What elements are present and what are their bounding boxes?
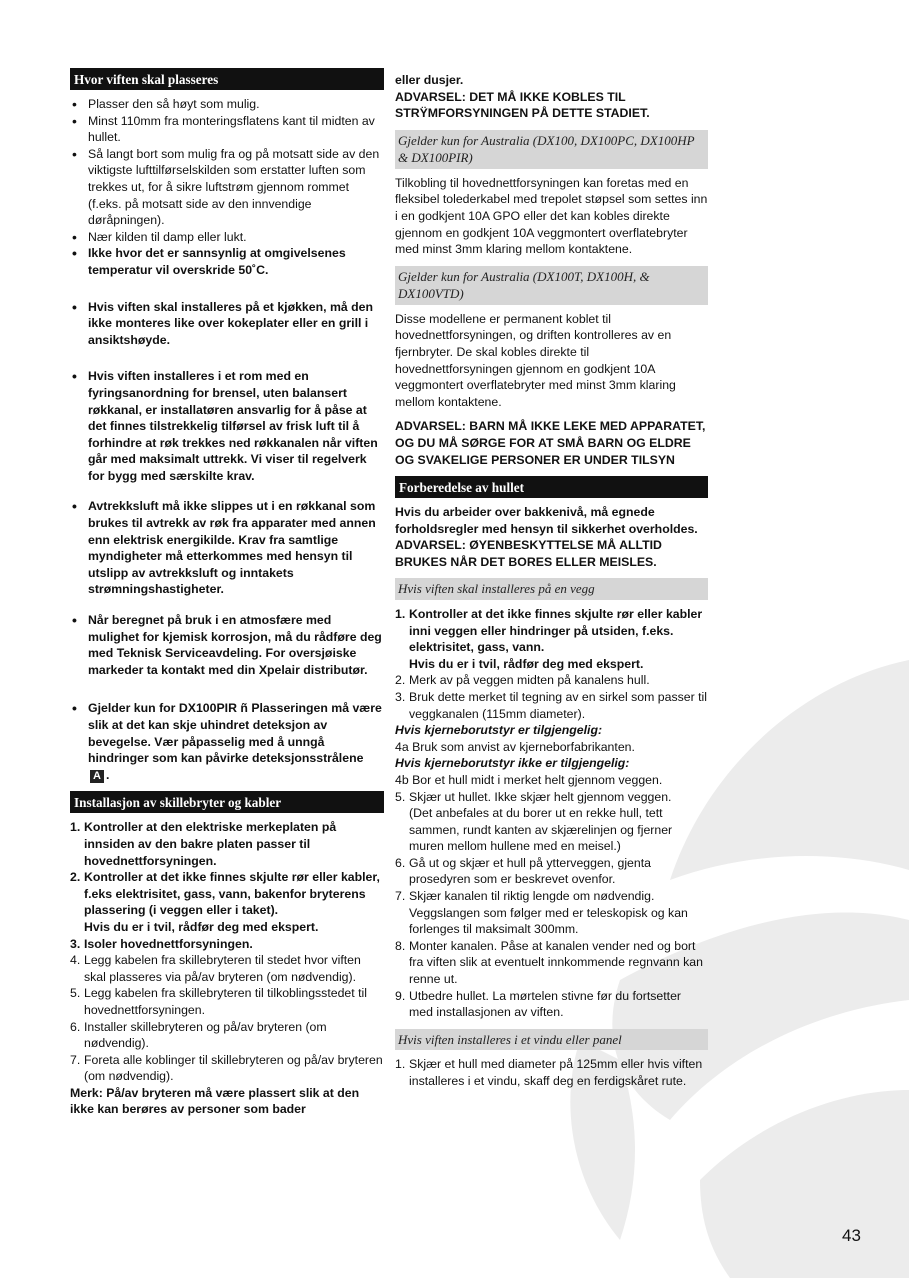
step-text: Legg kabelen fra skillebryteren til stedet hvor viften skal plasseres via på/av bryteren (om nødvendig). bbox=[84, 953, 361, 984]
step-text: Bruk dette merket til tegning av en sirkel som passer til veggkanalen (115mm diameter). bbox=[409, 689, 707, 721]
prep-warning: ADVARSEL: ØYENBESKYTTELSE MÅ ALLTID BRUKES NÅR DET BORES ELLER MEISLES. bbox=[395, 538, 662, 569]
page-number: 43 bbox=[842, 1226, 861, 1245]
step-4a: 4a Bruk som anvist av kjerneborfabrikanten. bbox=[395, 739, 635, 754]
install-steps bbox=[70, 819, 384, 1085]
window-steps bbox=[395, 1056, 708, 1089]
list-item: • Avtrekksluft må ikke slippes ut i en røkkanal som brukes til avtrekk av røk fra apparater med annen enn elektrisk energikilde. Krav fra samtlige myndigheter må etterkommes med hensyn til utslipp av avtrekksluft og inntakets strømningshastigheter. bbox=[70, 498, 384, 598]
step-number: 9. bbox=[395, 988, 406, 1003]
list-item bbox=[395, 938, 708, 988]
step-number: 4. bbox=[70, 953, 81, 968]
step-text: Utbedre hullet. La mørtelen stivne før du fortsetter med installasjonen av viften. bbox=[409, 988, 682, 1020]
step-number: 1. bbox=[395, 1057, 406, 1072]
list-item bbox=[70, 819, 384, 869]
dx100pir-text: Gjelder kun for DX100PIR ñ Plasseringen må være slik at det kan skje uhindret deteksjon av bevegelse. Vær påpasselig med å unngå hindringer som kan påvirke deteksjonsstrålene bbox=[88, 701, 382, 766]
list-item bbox=[395, 672, 708, 689]
step-text: Kontroller at det ikke finnes skjulte rør eller kabler inni veggen eller hindringer på utsiden, f.eks. elektrisitet, gass, vann. bbox=[409, 606, 703, 655]
right-column bbox=[395, 72, 708, 1090]
step-number: 1. bbox=[395, 606, 406, 621]
step-number: 5. bbox=[395, 789, 406, 804]
section-header-prep: Forberedelse av hullet bbox=[395, 476, 708, 498]
list-item bbox=[395, 988, 708, 1021]
wall-steps-cont bbox=[395, 789, 708, 1021]
install-note: Merk: På/av bryteren må være plassert slik at den ikke kan berøres av personer som bader bbox=[70, 1085, 360, 1117]
continued-text: eller dusjer. bbox=[395, 73, 464, 87]
warning-children: ADVARSEL: BARN MÅ IKKE LEKE MED APPARATET, OG DU MÅ SØRGE FOR AT SMÅ BARN OG ELDRE OG SVAKELIGE PERSONER ER UNDER TILSYN bbox=[395, 419, 706, 467]
list-item bbox=[70, 1019, 384, 1052]
list-item: • Nær kilden til damp eller lukt. bbox=[70, 229, 384, 246]
list-item: • Hvis viften installeres i et rom med en fyringsanordning for brensel, uten balansert røkkanal, er installatøren ansvarlig for å påse at det finnes tilstrekkelig tilførsel av frisk luft til å forhindre at røk trekkes ned røkkanalen når viften går med maksimalt uttrekk. Vi viser til regelverk for bygg med særskilte krav. bbox=[70, 368, 384, 484]
australia-2-text: Disse modellene er permanent koblet til hovednettforsyningen, og driften kontrolleres av en fjernbryter. De skal kobles direkte til hovednettforsyningen gjennom en godkjent 10A veggmontert overflatebryter med minst 3mm klaring mellom kontaktene. bbox=[395, 311, 676, 409]
list-item bbox=[395, 606, 708, 672]
step-text: Foreta alle koblinger til skillebryteren og på/av bryteren (om nødvendig). bbox=[84, 1052, 383, 1084]
list-item bbox=[70, 1052, 384, 1085]
list-item bbox=[395, 888, 708, 938]
dx100pir-end: . bbox=[105, 767, 110, 782]
step-text: Skjær et hull med diameter på 125mm eller hvis viften installeres i et vindu, skaff deg en ferdigskåret rute. bbox=[409, 1057, 703, 1088]
subheader-australia-2: Gjelder kun for Australia (DX100T, DX100H, & DX100VTD) bbox=[395, 266, 708, 305]
australia-1-text: Tilkobling til hovednettforsyningen kan foretas med en fleksibel tolederkabel med trepolet støpsel som settes inn i en godkjent 10A GPO eller det kan kobles direkte gjennom en godkjent 10A veggmontert overflatebryter med minst 3mm klaring mellom kontaktene. bbox=[395, 175, 708, 257]
step-number: 7. bbox=[70, 1052, 81, 1067]
list-item bbox=[395, 1056, 708, 1089]
step-text: Kontroller at det ikke finnes skjulte rør eller kabler, f.eks elektrisitet, gass, vann, bakenfor bryterens plassering (i veggen eller i taket). bbox=[84, 870, 380, 918]
step-number: 7. bbox=[395, 889, 406, 904]
step-number: 1. bbox=[70, 820, 81, 835]
subheader-wall: Hvis viften skal installeres på en vegg bbox=[395, 578, 708, 600]
section-header-placement: Hvor viften skal plasseres bbox=[70, 68, 384, 90]
diagram-ref-box: A bbox=[90, 770, 104, 783]
step-number: 6. bbox=[70, 1019, 81, 1034]
core-drill-available: Hvis kjerneborutstyr er tilgjengelig: bbox=[395, 723, 603, 738]
step-number: 3. bbox=[70, 936, 81, 951]
step-number: 8. bbox=[395, 938, 406, 953]
list-item: • Når beregnet på bruk i en atmosfære med mulighet for kjemisk korrosjon, må du rådføre deg med Teknisk Serviceavdeling. For oversjøiske markeder ta kontakt med din Xpelair distributør. bbox=[70, 612, 384, 678]
step-text: Isoler hovednettforsyningen. bbox=[84, 936, 253, 951]
step-text: Hvis du er i tvil, rådfør deg med ekspert. bbox=[84, 919, 319, 934]
list-item bbox=[70, 869, 384, 935]
list-item bbox=[395, 789, 708, 855]
list-item bbox=[70, 952, 384, 985]
list-item-dx100pir bbox=[70, 700, 384, 783]
step-text: Monter kanalen. Påse at kanalen vender ned og bort fra viften slik at eventuelt innkommende regnvann kan renne ut. bbox=[409, 938, 703, 987]
step-text: Merk av på veggen midten på kanalens hull. bbox=[409, 673, 650, 688]
step-text: Kontroller at den elektriske merkeplaten på innsiden av den bakre platen passer til hovednettforsyningen. bbox=[84, 820, 337, 868]
step-number: 2. bbox=[395, 673, 406, 688]
step-text: Installer skillebryteren og på/av bryteren (om nødvendig). bbox=[84, 1019, 327, 1051]
step-number: 6. bbox=[395, 855, 406, 870]
list-item bbox=[395, 689, 708, 722]
prep-text: Hvis du arbeider over bakkenivå, må egnede forholdsregler med hensyn til sikkerhet overholdes. bbox=[395, 505, 698, 536]
core-drill-unavailable: Hvis kjerneborutstyr ikke er tilgjengelig: bbox=[395, 756, 630, 771]
list-item bbox=[70, 985, 384, 1018]
step-text: Skjær kanalen til riktig lengde om nødvendig. Veggslangen som følger med er teleskopisk og kan forlenges til maksimalt 300mm. bbox=[409, 889, 688, 937]
step-text: Hvis du er i tvil, rådfør deg med ekspert. bbox=[409, 656, 644, 671]
step-number: 2. bbox=[70, 870, 81, 885]
list-item bbox=[395, 855, 708, 888]
list-item: • Plasser den så høyt som mulig. bbox=[70, 96, 384, 113]
step-text: Skjær ut hullet. Ikke skjær helt gjennom veggen. bbox=[409, 789, 672, 804]
list-item: • Hvis viften skal installeres på et kjøkken, må den ikke monteres like over kokeplater eller en grill i ansiktshøyde. bbox=[70, 299, 384, 349]
list-item: • Minst 110mm fra monteringsflatens kant til midten av hullet. bbox=[70, 113, 384, 146]
step-4b: 4b Bor et hull midt i merket helt gjennom veggen. bbox=[395, 772, 663, 787]
wall-steps bbox=[395, 606, 708, 722]
subheader-australia-1: Gjelder kun for Australia (DX100, DX100PC, DX100HP & DX100PIR) bbox=[395, 130, 708, 169]
list-item: • Ikke hvor det er sannsynlig at omgivelsenes temperatur vil overskride 50˚C. bbox=[70, 245, 384, 278]
list-item bbox=[70, 936, 384, 953]
placement-list bbox=[70, 96, 384, 783]
list-item: • Så langt bort som mulig fra og på motsatt side av den viktigste lufttilførselskilden som erstatter luften som trekkes ut, for å sikre luftstrøm gjennom rommet (f.eks. på motsatt side av den innvendige døråpningen). bbox=[70, 146, 384, 229]
left-column bbox=[70, 68, 384, 1118]
section-header-install: Installasjon av skillebryter og kabler bbox=[70, 791, 384, 813]
step-text: Legg kabelen fra skillebryteren til tilkoblingsstedet til hovednettforsyningen. bbox=[84, 986, 367, 1017]
step-text: Gå ut og skjær et hull på ytterveggen, gjenta prosedyren som er beskrevet ovenfor. bbox=[409, 855, 651, 887]
step-number: 3. bbox=[395, 689, 406, 704]
warning-no-power: ADVARSEL: DET MÅ IKKE KOBLES TIL STRŸMFORSYNINGEN PÅ DETTE STADIET. bbox=[395, 89, 650, 121]
step-text: (Det anbefales at du borer ut en rekke hull, tett sammen, rundt kanten av skjærelinjen og fjerner muren mellom hullene med en meisel.) bbox=[409, 806, 673, 854]
step-number: 5. bbox=[70, 986, 81, 1001]
subheader-window: Hvis viften installeres i et vindu eller panel bbox=[395, 1029, 708, 1051]
